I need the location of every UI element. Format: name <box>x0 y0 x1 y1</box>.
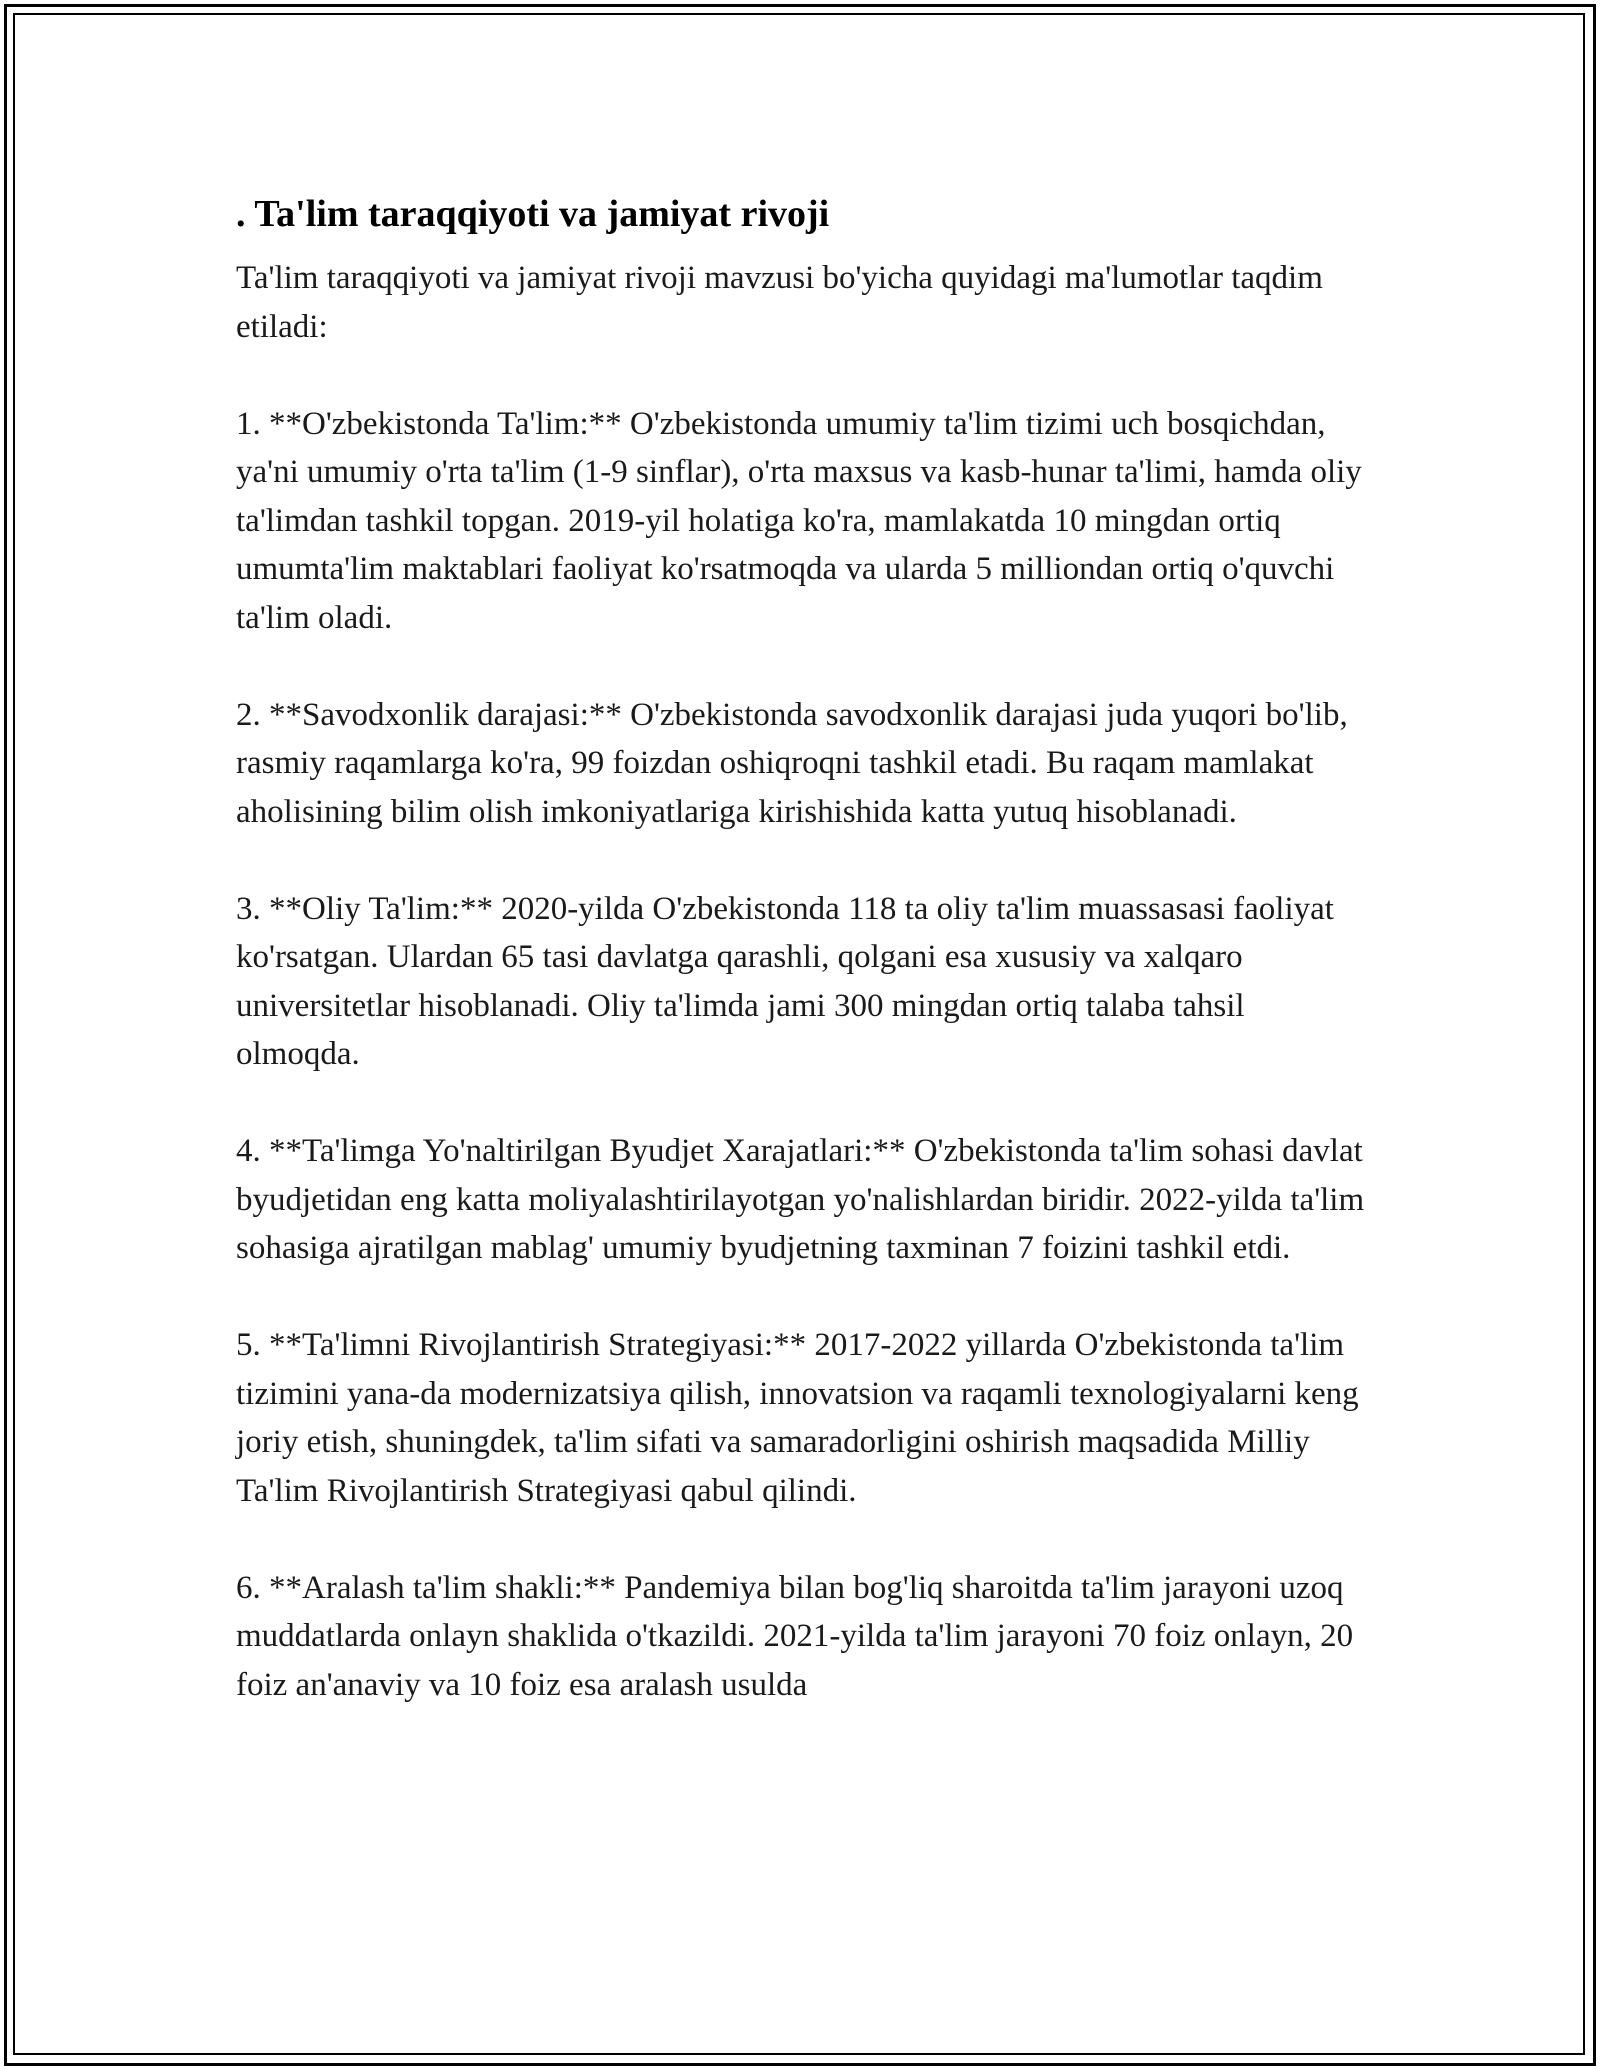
paragraph-item-1: 1. **O'zbekistonda Ta'lim:** O'zbekistonda umumiy ta'lim tizimi uch bosqichdan, ya'ni umumiy o'rta ta'lim (1-9 sinflar), o'rta maxsus va kasb-hunar ta'limi, hamda oliy ta'limdan tashkil topgan. 2019-yil holatiga ko'ra, mamlakatda 10 mingdan ortiq umumta'lim maktablari faoliyat ko'rsatmoqda va ularda 5 milliondan ortiq o'quvchi ta'lim oladi. <box>236 405 1362 636</box>
paragraph-item-5: 5. **Ta'limni Rivojlantirish Strategiyasi:** 2017-2022 yillarda O'zbekistonda ta'lim tizimini yana-da modernizatsiya qilish, innovatsion va raqamli texnologiyalarni keng joriy etish, shuningdek, ta'lim sifati va samaradorligini oshirish maqsadida Milliy Ta'lim Rivojlantirish Strategiyasi qabul qilindi. <box>236 1327 1359 1509</box>
paragraph-item-3: 3. **Oliy Ta'lim:** 2020-yilda O'zbekistonda 118 ta oliy ta'lim muassasasi faoliyat ko'rsatgan. Ulardan 65 tasi davlatga qarashli, qolgani esa xususiy va xalqaro universitetlar hisoblanadi. Oliy ta'limda jami 300 mingdan ortiq talaba tahsil olmoqda. <box>236 890 1334 1072</box>
intro-paragraph: Ta'lim taraqqiyoti va jamiyat rivoji mavzusi bo'yicha quyidagi ma'lumotlar taqdim etiladi: <box>236 260 1323 345</box>
paragraph-item-6: 6. **Aralash ta'lim shakli:** Pandemiya bilan bog'liq sharoitda ta'lim jarayoni uzoq muddatlarda onlayn shaklida o'tkazildi. 2021-yilda ta'lim jarayoni 70 foiz onlayn, 20 foiz an'anaviy va 10 foiz esa aralash usulda <box>236 1569 1354 1703</box>
document-body <box>236 188 1366 1709</box>
document-title: . Ta'lim taraqqiyoti va jamiyat rivoji <box>236 193 830 235</box>
paragraph-item-2: 2. **Savodxonlik darajasi:** O'zbekistonda savodxonlik darajasi juda yuqori bo'lib, rasmiy raqamlarga ko'ra, 99 foizdan oshiqroqni tashkil etadi. Bu raqam mamlakat aholisining bilim olish imkoniyatlariga kirishishida katta yutuq hisoblanadi. <box>236 696 1348 830</box>
paragraph-item-4: 4. **Ta'limga Yo'naltirilgan Byudjet Xarajatlari:** O'zbekistonda ta'lim sohasi davlat byudjetidan eng katta moliyalashtirilayotgan yo'nalishlardan biridir. 2022-yilda ta'lim sohasiga ajratilgan mablag' umumiy byudjetning taxminan 7 foizini tashkil etdi. <box>236 1133 1365 1266</box>
